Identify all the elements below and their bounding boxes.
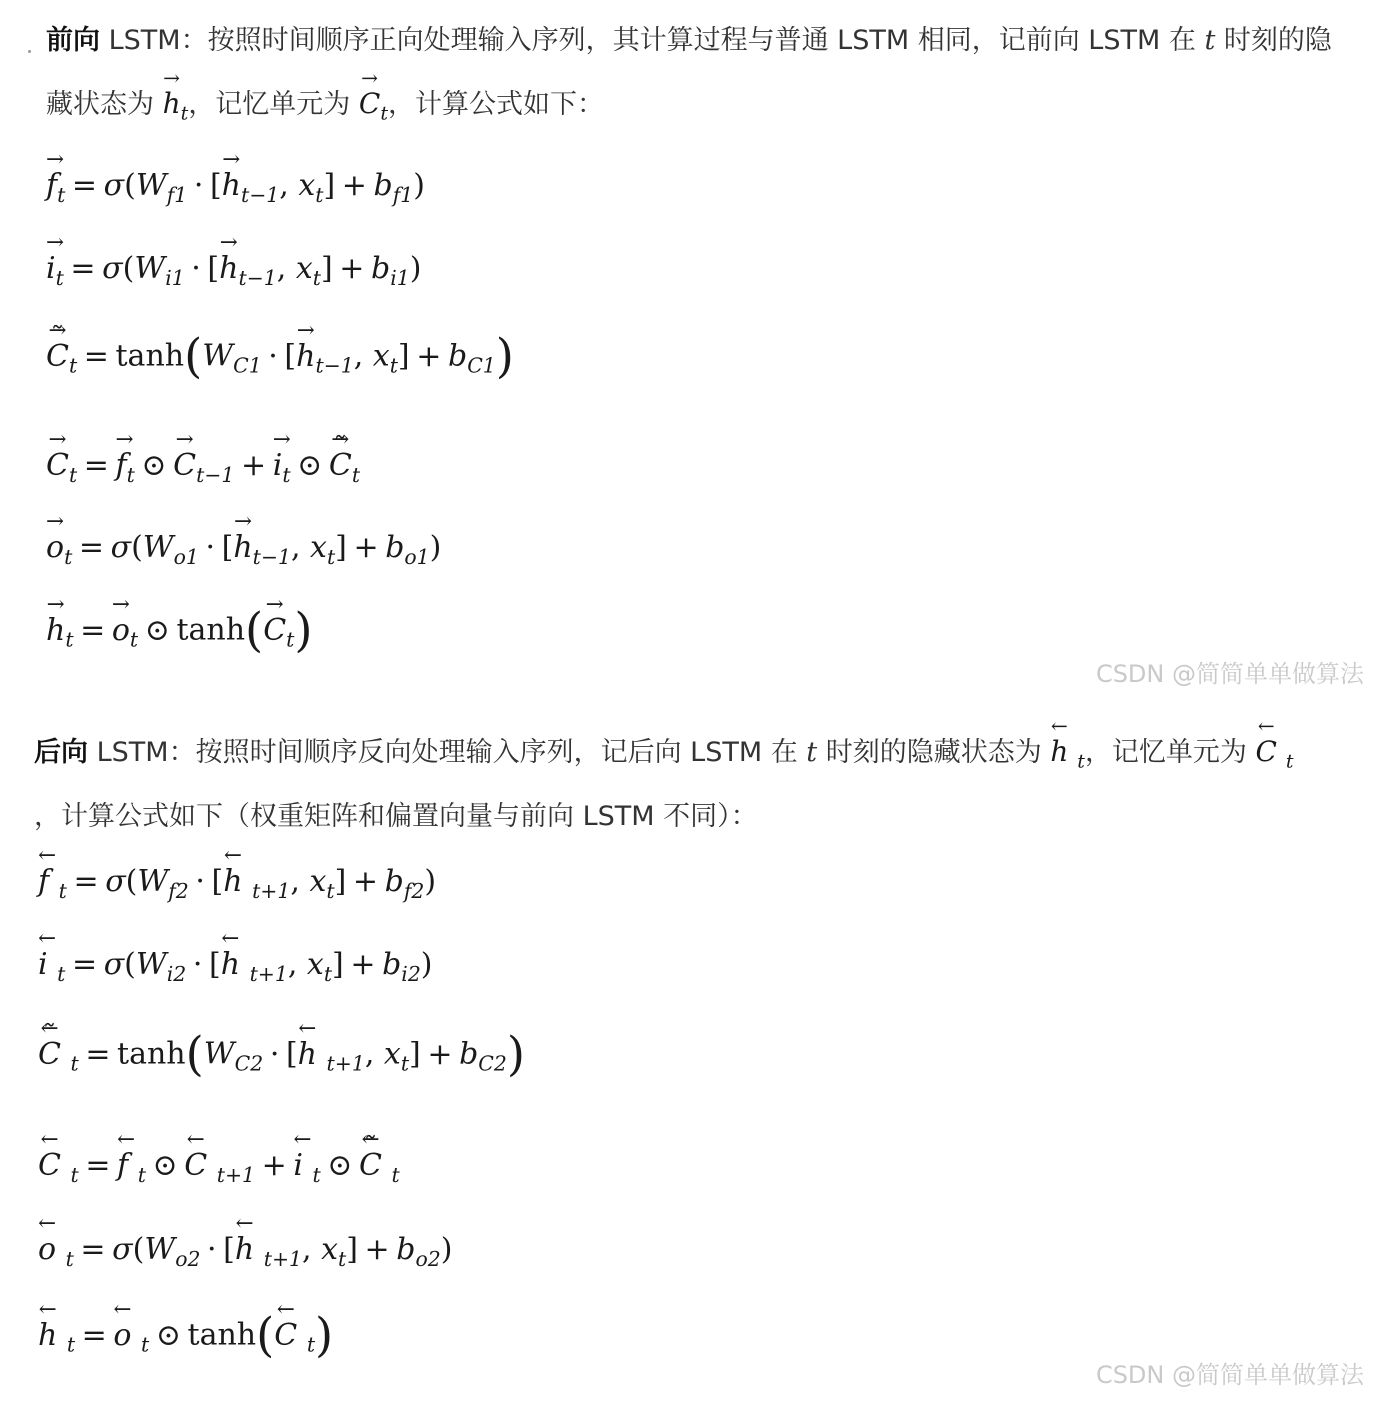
forward-text2: 时刻的隐	[1215, 25, 1332, 56]
backward-intro-line2	[34, 800, 758, 834]
forward-eq-forget-gate: → $f_t = \sigma(W_{f1}$ · [→ $h_{t-1}$, $x_t] + b_{f1}$)	[46, 166, 425, 215]
backward-c-symbol: ← C $_t$	[1256, 735, 1294, 768]
forward-text3: 藏状态为	[46, 89, 163, 120]
forward-eq-candidate-cell: → C $˜_t = \tanh(W_{C1}$ · [→ $h_{t-1}$, $x_t] + b_{C1}$)	[46, 336, 514, 386]
backward-text4: ，计算公式如下（权重矩阵和偏置向量与前向 LSTM 不同）：	[34, 801, 758, 832]
backward-t: t	[806, 737, 818, 768]
forward-eq-hidden-state: → $h_t =\to o_t$ ⊙ $\tanh(\to C_t)$	[46, 610, 313, 660]
watermark-1: CSDN @简简单单做算法	[1095, 660, 1364, 688]
forward-c-symbol: → $C_t$	[359, 87, 388, 120]
backward-eq-cell-state: ← C $_t$ =← f $_t$ ⊙← C $_{t+1}$ +← i $_t$ ⊙← C ˜ $_t$	[38, 1146, 400, 1195]
backward-title: 后向	[34, 737, 88, 768]
backward-eq-hidden-state: ← h $_t$ =← o $_t$ ⊙ tanh(← C $_t$)	[38, 1315, 333, 1365]
backward-intro-line1	[34, 732, 1294, 782]
backward-text1: ：按照时间顺序反向处理输入序列，记后向 LSTM 在	[168, 737, 807, 768]
backward-text2: 时刻的隐藏状态为	[817, 737, 1051, 768]
backward-eq-candidate-cell: ← C ˜ $_t = \tanh(W_{C2}$ · [← h $_{t+1}$, $x_t] + b_{C2}$)	[38, 1034, 525, 1084]
stray-dot	[28, 50, 31, 53]
forward-intro-line1	[46, 24, 1332, 58]
forward-text1: ：按照时间顺序正向处理输入序列，其计算过程与普通 LSTM 相同，记前向 LSTM 在	[180, 25, 1205, 56]
forward-eq-input-gate: → $i_t = \sigma(W_{i1}$ · [→ $h_{t-1}$, $x_t] + b_{i1}$)	[46, 249, 421, 298]
forward-t: t	[1204, 25, 1216, 56]
backward-eq-output-gate: ← o $_t = \sigma(W_{o2}$ · [← h $_{t+1}$, $x_t] + b_{o2}$)	[38, 1230, 452, 1279]
backward-h-symbol: ← h $_t$	[1050, 735, 1085, 768]
backward-eq-forget-gate: ← f $_t = \sigma(W_{f2}$ · [← h $_{t+1}$, $x_t] + b_{f2}$)	[38, 862, 436, 911]
forward-eq-cell-state: → $C_t =\to f_t$ ⊙→ $C_{t-1} +\to i_t$ ⊙→ C $˜_t$	[46, 446, 360, 495]
backward-lstm: LSTM	[96, 737, 169, 768]
forward-title: 前向	[46, 25, 100, 56]
backward-text3: ，记忆单元为	[1084, 737, 1256, 768]
backward-eq-input-gate: ← i $_t = \sigma(W_{i2}$ · [← h $_{t+1}$, $x_t] + b_{i2}$)	[38, 945, 433, 994]
forward-eq-output-gate: → $o_t = \sigma(W_{o1}$ · [→ $h_{t-1}$, $x_t] + b_{o1}$)	[46, 528, 441, 577]
watermark-2: CSDN @简简单单做算法	[1095, 1361, 1364, 1389]
forward-text4: ，记忆单元为	[188, 89, 359, 120]
forward-intro-line2	[46, 84, 604, 134]
forward-text5: ，计算公式如下：	[387, 89, 604, 120]
forward-lstm: LSTM	[108, 25, 181, 56]
forward-h-symbol: → $h_t$	[163, 87, 189, 120]
